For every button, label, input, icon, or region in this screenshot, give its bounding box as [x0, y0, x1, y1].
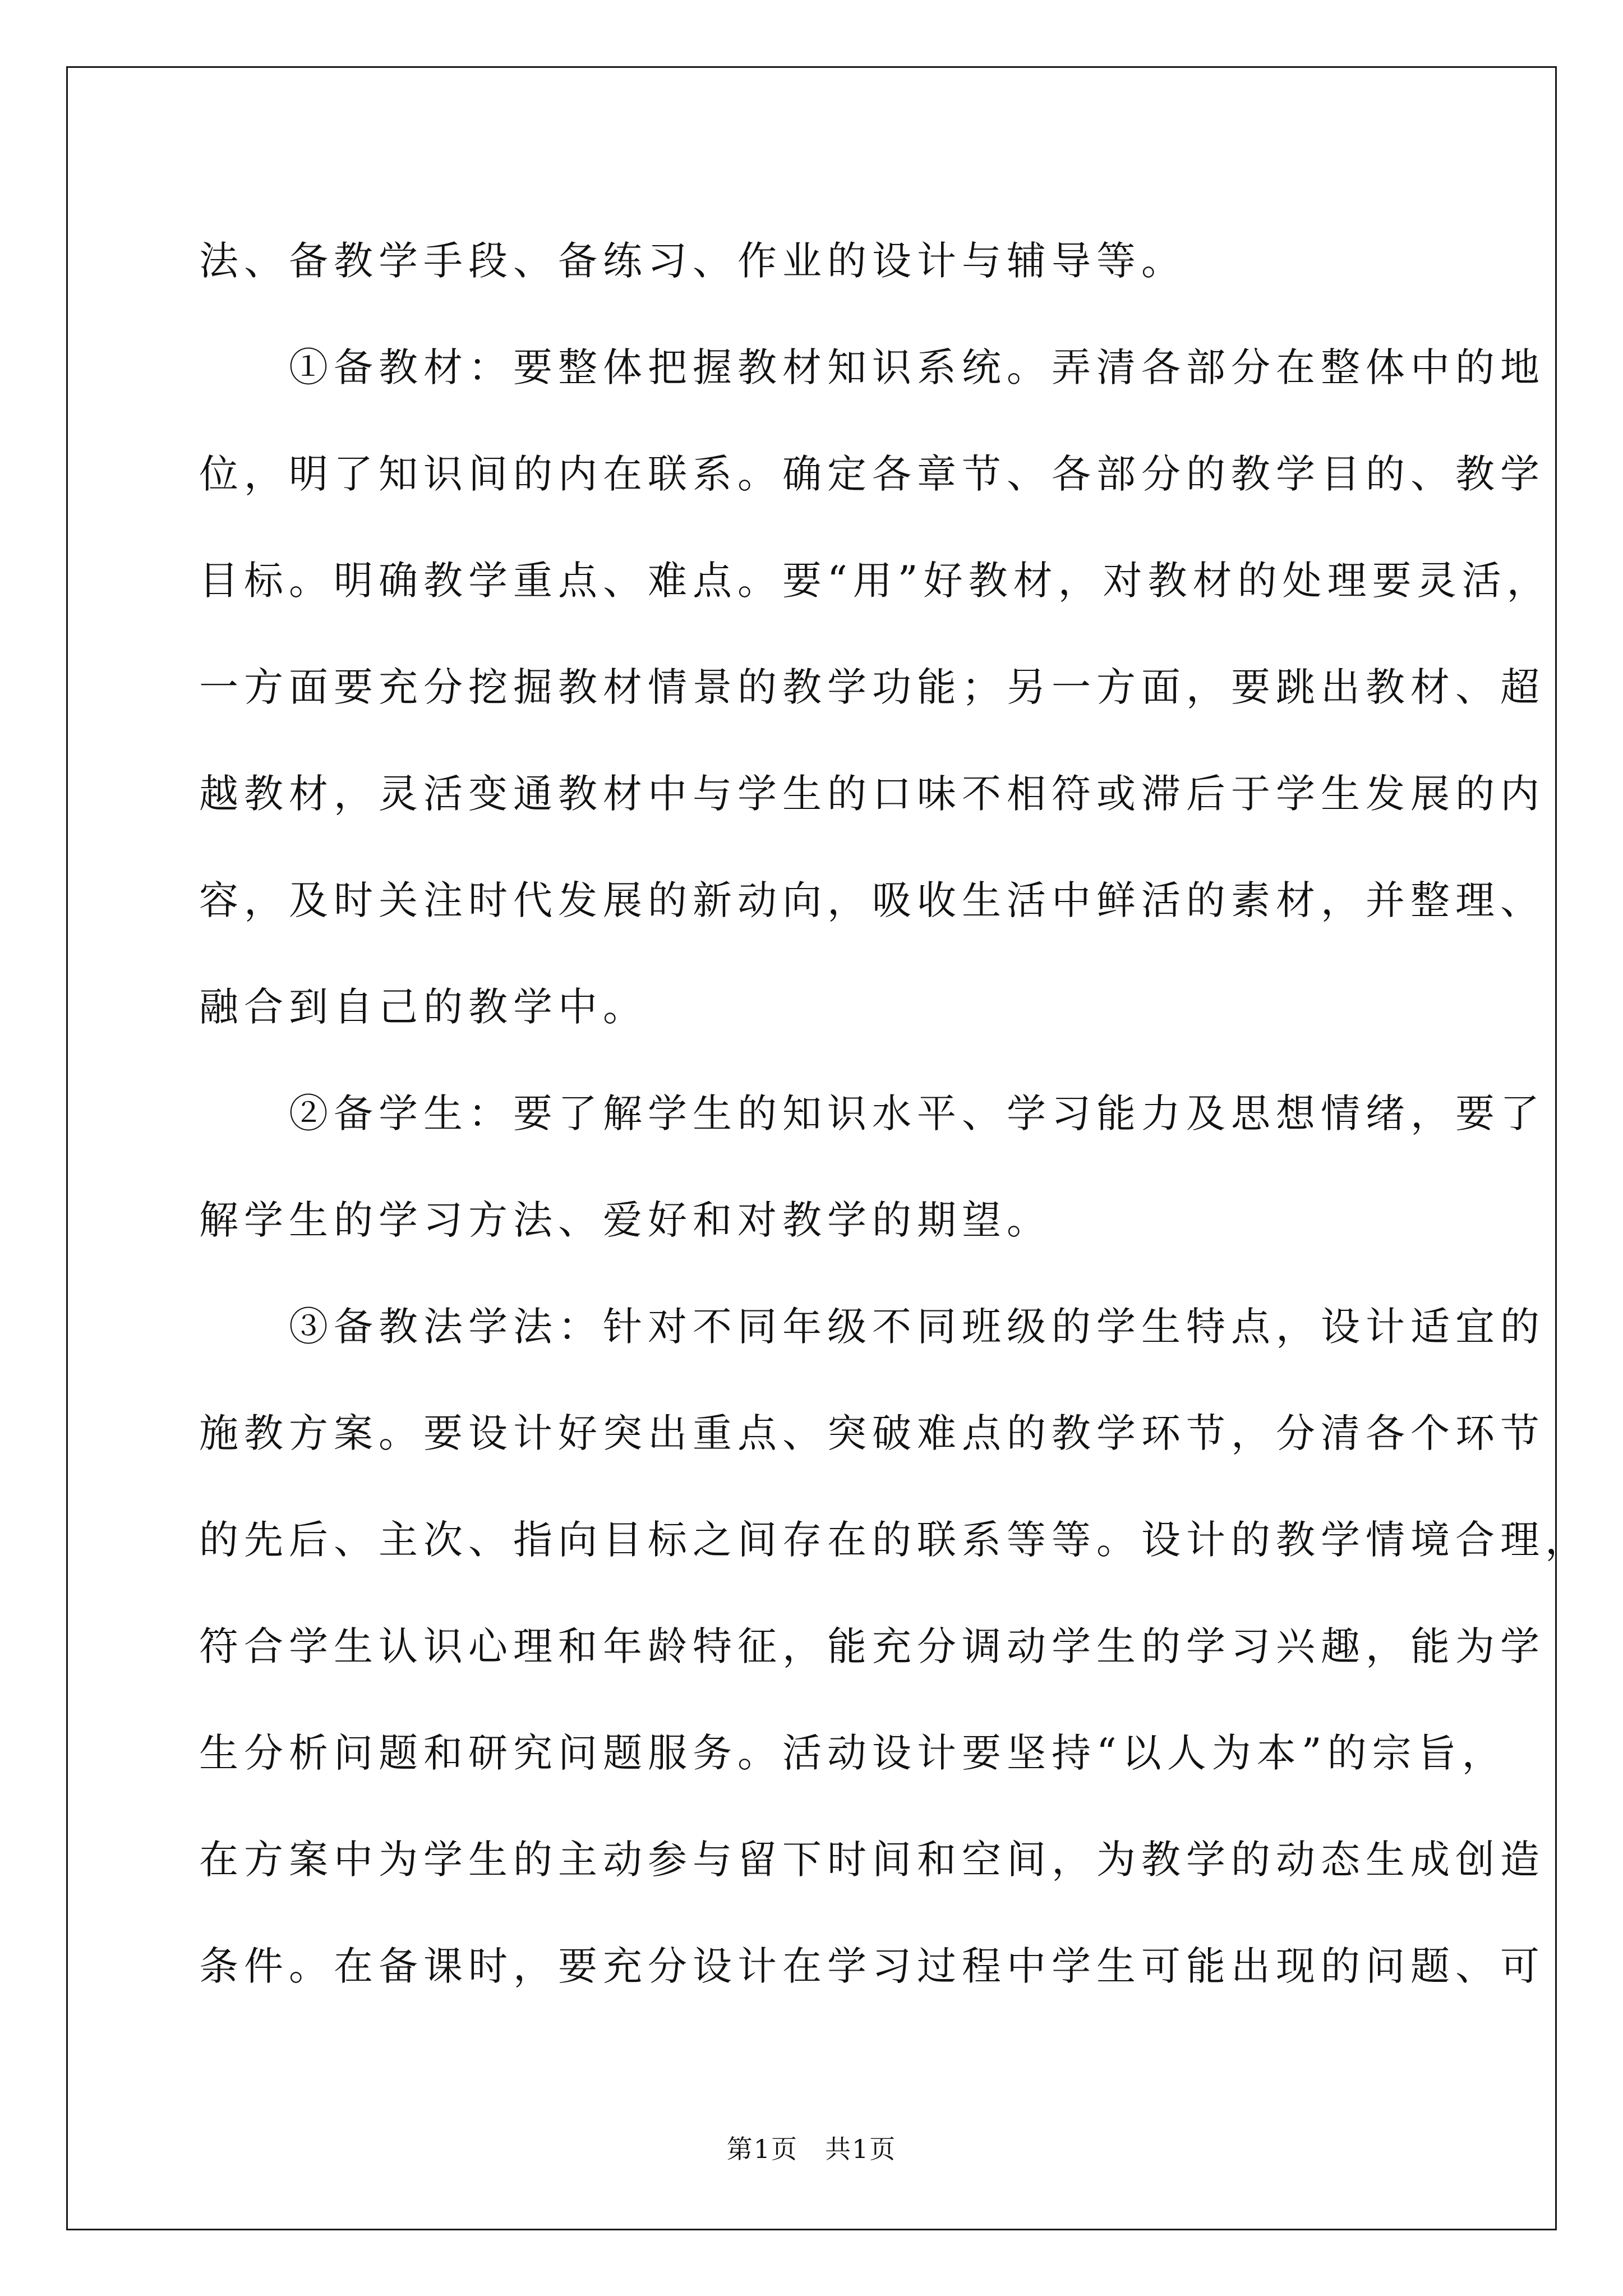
- text-line: 施教方案。要设计好突出重点、突破难点的教学环节，分清各个环节: [199, 1410, 1545, 1456]
- text-line: 的先后、主次、指向目标之间存在的联系等等。设计的教学情境合理，: [199, 1517, 1590, 1563]
- text-line: 符合学生认识心理和年龄特征，能充分调动学生的学习兴趣，能为学: [199, 1623, 1545, 1669]
- text-line: 目标。明确教学重点、难点。要“用”好教材，对教材的处理要灵活，: [199, 558, 1552, 604]
- text-line: 越教材，灵活变通教材中与学生的口味不相符或滞后于学生发展的内: [199, 771, 1545, 817]
- text-line: ①备教材：要整体把握教材知识系统。弄清各部分在整体中的地: [199, 344, 1545, 390]
- text-line: 融合到自己的教学中。: [199, 984, 648, 1030]
- text-line: 在方案中为学生的主动参与留下时间和空间，为教学的动态生成创造: [199, 1837, 1545, 1883]
- text-line: 条件。在备课时，要充分设计在学习过程中学生可能出现的问题、可: [199, 1943, 1545, 1989]
- text-line: ③备教法学法：针对不同年级不同班级的学生特点，设计适宜的: [199, 1304, 1545, 1350]
- text-line: 法、备教学手段、备练习、作业的设计与辅导等。: [199, 238, 1186, 284]
- document-body: [199, 208, 1590, 2019]
- text-line: ②备学生：要了解学生的知识水平、学习能力及思想情绪，要了: [199, 1091, 1545, 1137]
- text-line: 一方面要充分挖掘教材情景的教学功能；另一方面，要跳出教材、超: [199, 664, 1545, 710]
- text-line: 生分析问题和研究问题服务。活动设计要坚持“以人为本”的宗旨，: [199, 1730, 1507, 1776]
- text-line: 容，及时关注时代发展的新动向，吸收生活中鲜活的素材，并整理、: [199, 877, 1545, 923]
- text-line: 位，明了知识间的内在联系。确定各章节、各部分的教学目的、教学: [199, 451, 1545, 497]
- page-number: 第1页 共1页: [726, 2134, 897, 2164]
- text-line: 解学生的学习方法、爱好和对教学的期望。: [199, 1197, 1052, 1243]
